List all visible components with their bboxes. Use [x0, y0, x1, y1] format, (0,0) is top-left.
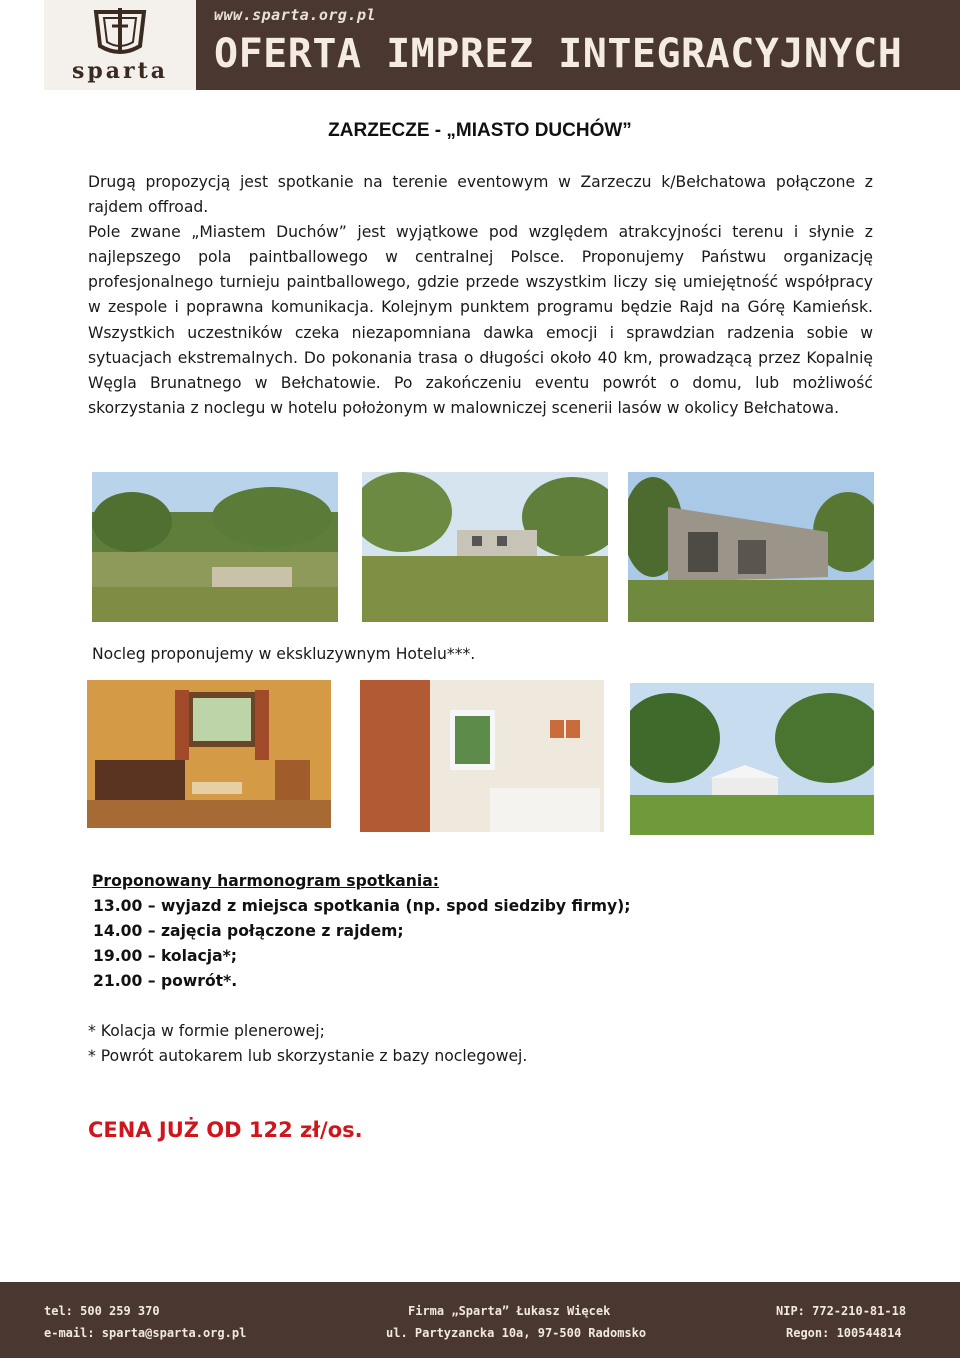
sparta-helmet-icon — [90, 6, 150, 60]
footer-regon: Regon: 100544814 — [786, 1326, 902, 1340]
schedule-item: 19.00 – kolacja*; — [93, 947, 238, 965]
schedule-item: 21.00 – powrót*. — [93, 972, 238, 990]
sparta-logo[interactable] — [44, 0, 196, 90]
hotel-note: Nocleg proponujemy w ekskluzywnym Hotelu***. — [92, 645, 476, 663]
page-title: ZARZECZE - „MIASTO DUCHÓW” — [328, 120, 632, 141]
website-url[interactable]: www.sparta.org.pl — [214, 6, 377, 24]
photo-hotel-garden — [630, 683, 874, 835]
page-footer — [0, 1282, 960, 1358]
footer-address: ul. Partyzancka 10a, 97-500 Radomsko — [386, 1326, 647, 1340]
photo-hotel-bedroom — [360, 680, 604, 832]
intro-text — [88, 170, 873, 421]
footer-nip: NIP: 772-210-81-18 — [776, 1304, 907, 1318]
banner-title: OFERTA IMPREZ INTEGRACYJNYCH — [214, 31, 903, 77]
footer-company: Firma „Sparta” Łukasz Więcek — [408, 1304, 611, 1318]
footer-email[interactable]: e-mail: sparta@sparta.org.pl — [44, 1326, 247, 1340]
schedule-heading: Proponowany harmonogram spotkania: — [92, 872, 439, 890]
price-banner: CENA JUŻ OD 122 zł/os. — [88, 1118, 363, 1142]
logo-text: sparta — [71, 58, 169, 84]
header-banner — [196, 0, 960, 90]
photo-hotel-room — [87, 680, 331, 828]
photo-ruins — [362, 472, 608, 622]
schedule-item: 13.00 – wyjazd z miejsca spotkania (np. spod siedziby firmy); — [93, 897, 631, 915]
intro-paragraph-1: Drugą propozycją jest spotkanie na terenie eventowym w Zarzeczu k/Bełchatowa połączone z rajdem offroad. — [88, 173, 873, 217]
page-header — [0, 0, 960, 90]
photo-barn — [628, 472, 874, 622]
footer-phone[interactable]: tel: 500 259 370 — [44, 1304, 160, 1318]
footnote-return: * Powrót autokarem lub skorzystanie z bazy noclegowej. — [88, 1047, 528, 1065]
intro-paragraph-2: Pole zwane „Miastem Duchów” jest wyjątkowe pod względem atrakcyjności terenu i słynie z najlepszego pola paintballowego w centralnej Polsce. Proponujemy Państwu organizację profesjonalnego turnieju paintballowego, gdzie przede wszystkim liczy się umiejętność współpracy w zespole i poprawna komunikacja. Kolejnym punktem programu będzie Rajd na Górę Kamieńsk. Wszystkich uczestników czeka niezapomniana dawka emocji i sprawdzian radzenia sobie w sytuacjach ekstremalnych. Do pokonania trasa o długości około 40 km, prowadzącą przez Kopalnię Węgla Brunatnego w Bełchatowie. Po zakończeniu eventu powrót o domu, lub możliwość skorzystania z noclegu w hotelu położonym w malowniczej scenerii lasów w okolicy Bełchatowa. — [88, 223, 873, 417]
footnote-dinner: * Kolacja w formie plenerowej; — [88, 1022, 325, 1040]
photo-field — [92, 472, 338, 622]
schedule-item: 14.00 – zajęcia połączone z rajdem; — [93, 922, 404, 940]
